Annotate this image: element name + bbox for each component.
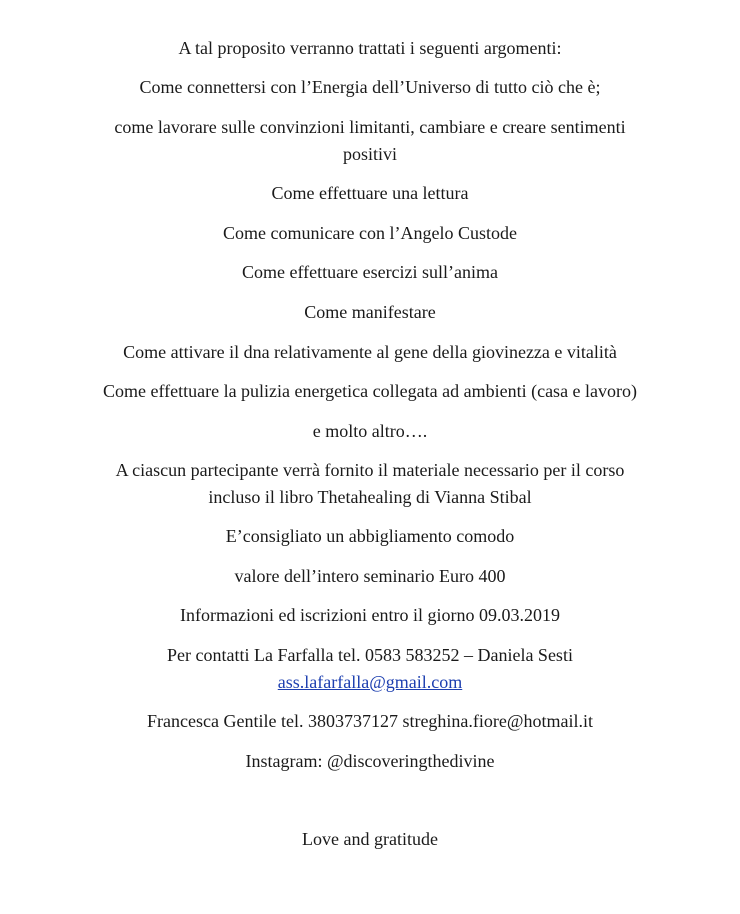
contact-line: Per contatti La Farfalla tel. 0583 583252 – Daniela Sesti [167,645,573,665]
price-line: valore dell’intero seminario Euro 400 [234,566,506,586]
topic-line: Come connettersi con l’Energia dell’Universo di tutto ciò che è; [139,77,601,97]
closing-line: Love and gratitude [302,829,438,849]
topic-line: positivi [342,144,397,164]
materials-line: incluso il libro Thetahealing di Vianna Stibal [208,487,532,507]
topic-line: Come manifestare [304,302,436,322]
topic-line: come lavorare sulle convinzioni limitanti, cambiare e creare sentimenti [114,117,626,137]
email-link[interactable]: ass.lafarfalla@gmail.com [277,672,463,692]
instagram-line: Instagram: @discoveringthedivine [245,751,495,771]
topic-line: Come effettuare esercizi sull’anima [241,262,499,282]
contact-line: Francesca Gentile tel. 3803737127 streghina.fiore@hotmail.it [147,711,593,731]
topic-line: Come effettuare una lettura [271,183,469,203]
intro-line: A tal proposito verranno trattati i seguenti argomenti: [178,38,562,58]
topic-line: Come comunicare con l’Angelo Custode [223,223,517,243]
topic-line: Come effettuare la pulizia energetica collegata ad ambienti (casa e lavoro) [102,381,638,401]
topic-line: Come attivare il dna relativamente al gene della giovinezza e vitalità [123,342,617,362]
clothing-line: E’consigliato un abbigliamento comodo [225,526,515,546]
topic-line: e molto altro…. [312,421,428,441]
materials-line: A ciascun partecipante verrà fornito il materiale necessario per il corso [115,460,625,480]
deadline-line: Informazioni ed iscrizioni entro il giorno 09.03.2019 [180,605,560,625]
